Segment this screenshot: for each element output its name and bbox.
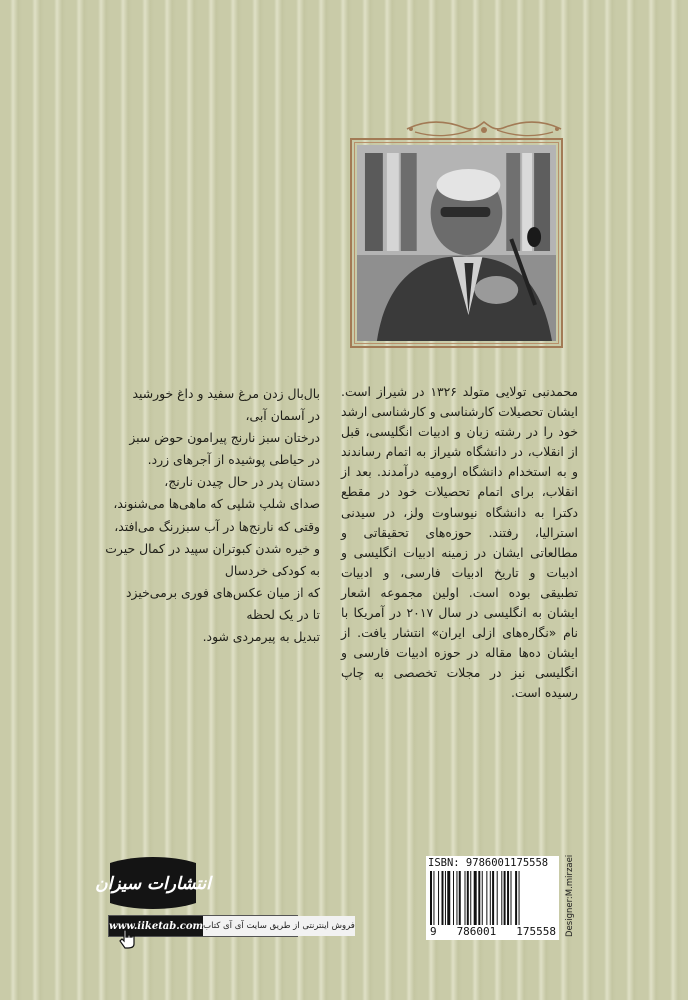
barcode-bar — [501, 871, 502, 925]
barcode-bar — [430, 871, 432, 925]
poem-line: تبدیل به پیرمردی شود. — [202, 629, 320, 645]
barcode-bar — [456, 871, 457, 925]
publisher-website-bar[interactable] — [108, 915, 355, 937]
barcode-bar — [486, 871, 487, 925]
barcode-bar — [474, 871, 477, 925]
barcode-digits — [430, 925, 556, 938]
poem-line: که از میان عکس‌های فوری برمی‌خیزد — [126, 584, 320, 600]
isbn-barcode — [426, 856, 559, 940]
poem-line: دستان پدر در حال چیدن نارنج، — [164, 474, 320, 490]
author-photo-frame — [350, 138, 563, 348]
barcode-bar — [447, 871, 450, 925]
barcode-bar — [511, 871, 512, 925]
barcode-bar — [504, 871, 506, 925]
poem-line: در حیاطی پوشیده از آجرهای زرد. — [147, 452, 320, 468]
portrait-photo-icon — [357, 145, 556, 341]
barcode-bar — [442, 871, 444, 925]
barcode-digit-group: 9 — [430, 925, 437, 938]
poem-line: به کودکی خردسال — [224, 562, 320, 578]
publisher-logo-text: انتشارات سیزان — [95, 874, 211, 894]
website-note: فروش اینترنتی از طریق سایت آی آی کتاب — [203, 916, 355, 936]
barcode-bar — [445, 871, 446, 925]
poem-line: صدای شلپ شلپی که ماهی‌ها می‌شنوند، — [113, 496, 320, 512]
barcode-bar — [515, 871, 517, 925]
barcode-bar — [438, 871, 439, 925]
poem-line: تا در یک لحظه — [246, 606, 320, 622]
barcode-bar — [433, 871, 434, 925]
decorative-ornament-icon — [405, 118, 563, 140]
barcode-bar — [490, 871, 491, 925]
designer-credit: Designer:M.mirzaei — [565, 854, 575, 937]
barcode-bar — [459, 871, 461, 925]
poem-line: وقتی که نارنج‌ها در آب سبزرنگ می‌افتد، — [114, 518, 320, 534]
poem-line: و خیره شدن کبوتران سپید در کمال حیرت — [105, 540, 320, 556]
barcode-bar — [467, 871, 469, 925]
isbn-label: ISBN: 9786001175558 — [428, 857, 549, 869]
poem-line: در آسمان آبی، — [245, 408, 320, 424]
barcode-bar — [465, 871, 466, 925]
barcode-bar — [482, 871, 483, 925]
barcode-bar — [497, 871, 498, 925]
barcode-bar — [507, 871, 509, 925]
poem-line: بال‌بال زدن مرغ سفید و داغ خورشید — [132, 386, 320, 401]
poem-excerpt — [105, 383, 320, 648]
barcode-icon — [430, 871, 554, 925]
publisher-logo — [95, 855, 211, 911]
barcode-digit-group: 786001 — [456, 925, 497, 938]
hand-pointer-icon — [118, 929, 136, 949]
barcode-bar — [478, 871, 480, 925]
poem-line: درختان سبز نارنج پیرامون حوض سبز — [129, 430, 320, 446]
author-biography: محمدنبی تولایی متولد ۱۳۲۶ در شیراز است. ایشان تحصیلات کارشناسی و کارشناسی ارشد خود را در رشته زبان و ادبیات انگلیسی، قبل از انقلاب، در دانشگاه شیراز به اتمام رساندند و به استخدام دانشگاه ارومیه درآمدند. بعد از انقلاب، برای اتمام تحصیلات خود در مقطع دکترا به دانشگاه نیوساوت ولز، در سیدنی استرالیا، رفتند. حوزه‌های تحقیقاتی و مطالعاتی ایشان در زمینه ادبیات انگلیسی و ادبیات و تاریخ ادبیات فارسی، و ادبیات تطبیقی بوده است. اولین مجموعه اشعار ایشان به انگلیسی در سال ۲۰۱۷ در آمریکا با نام «نگاره‌های ازلی ایران» انتشار یافت. از ایشان ده‌ها مقاله در حوزه ادبیات فارسی و انگلیسی نیز در مجلات تخصصی به چاپ رسیده است. — [341, 384, 578, 701]
barcode-digit-group: 175558 — [516, 925, 556, 938]
barcode-bar — [519, 871, 520, 925]
barcode-bar — [492, 871, 494, 925]
barcode-bar — [453, 871, 454, 925]
website-link[interactable]: www.iiketab.com — [109, 916, 203, 936]
barcode-bar — [470, 871, 471, 925]
